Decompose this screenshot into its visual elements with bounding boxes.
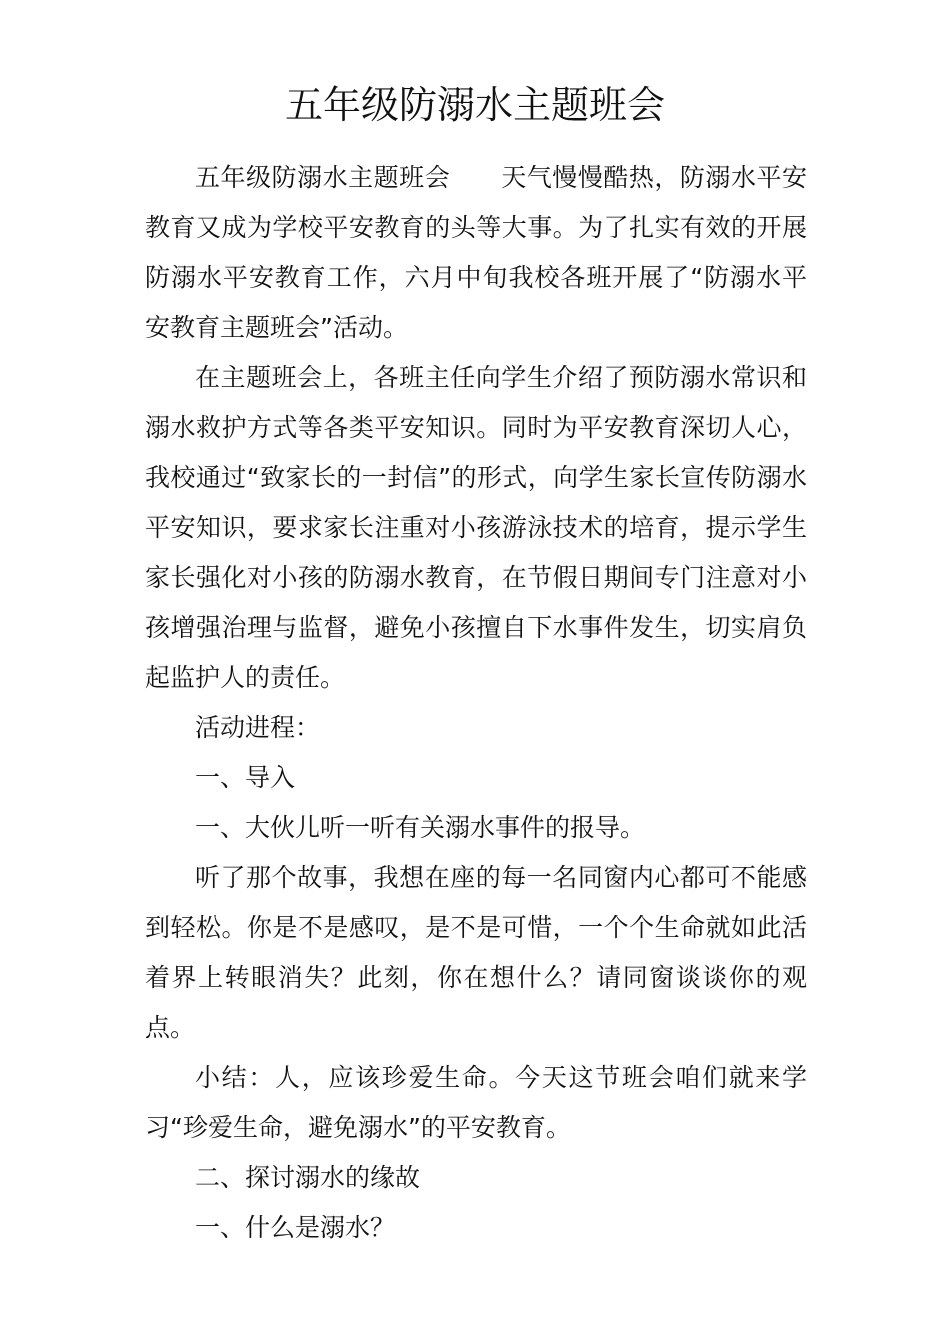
paragraph-activity-process: 活动进程： xyxy=(195,713,321,742)
document-title: 五年级防溺水主题班会 xyxy=(284,83,665,127)
paragraph-story-reflection: 听了那个故事，我想在座的每一名同窗内心都可不能感到轻松。你是不是感叹，是不是可惜，一个个生命就如此活着界上转眼消失？此刻，你在想什么？请同窗谈谈你的观点。 xyxy=(145,863,807,1042)
document-body xyxy=(145,153,807,1253)
paragraph-intro: 五年级防溺水主题班会 天气慢慢酷热，防溺水平安教育又成为学校平安教育的头等大事。为了扎实有效的开展防溺水平安教育工作，六月中旬我校各班开展了“防溺水平安教育主题班会”活动。 xyxy=(145,163,807,342)
heading-drowning-causes: 二、探讨溺水的缘故 xyxy=(195,1163,421,1192)
paragraph-class-meeting: 在主题班会上，各班主任向学生介绍了预防溺水常识和溺水救护方式等各类平安知识。同时为平安教育深切人心，我校通过“致家长的一封信”的形式，向学生家长宣传防溺水平安知识，要求家长注重对小孩游泳技术的培育，提示学生家长强化对小孩的防溺水教育，在节假日期间专门注意对小孩增强治理与监督，避免小孩擅自下水事件发生，切实肩负起监护人的责任。 xyxy=(145,363,807,692)
heading-introduction: 一、导入 xyxy=(195,763,296,792)
paragraph-listen-report: 一、大伙儿听一听有关溺水事件的报导。 xyxy=(195,813,646,842)
paragraph-what-is-drowning: 一、什么是溺水？ xyxy=(195,1213,396,1242)
paragraph-summary: 小结：人，应该珍爱生命。今天这节班会咱们就来学习“珍爱生命，避免溺水”的平安教育。 xyxy=(145,1063,807,1142)
